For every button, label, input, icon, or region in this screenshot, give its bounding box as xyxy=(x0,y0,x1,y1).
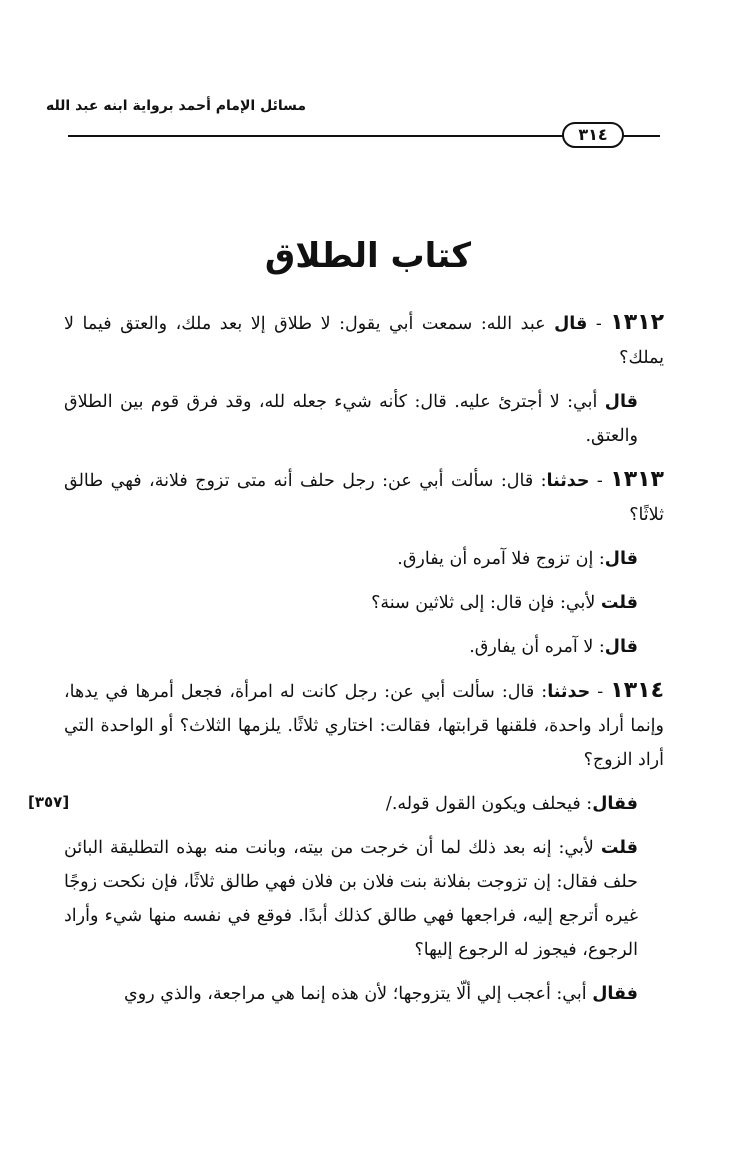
lead-word: قلت xyxy=(600,838,638,858)
lead-word: قال xyxy=(554,314,588,334)
header-rule-right xyxy=(622,135,660,137)
running-title: مسائل الإمام أحمد برواية ابنه عبد الله xyxy=(45,98,306,114)
paragraph-question xyxy=(64,831,664,967)
paragraph-answer xyxy=(64,787,664,821)
paragraph-text: لأبي: فإن قال: إلى ثلاثين سنة؟ xyxy=(371,593,601,613)
paragraph-answer xyxy=(64,542,664,576)
paragraph-text: : إن تزوج فلا آمره أن يفارق. xyxy=(397,549,605,569)
paragraph-text: أبي: لا أجترئ عليه. قال: كأنه شيء جعله لله، وقد فرق قوم بين الطلاق والعتق. xyxy=(64,392,638,446)
lead-word: قال xyxy=(604,549,638,569)
issue-number: ١٣١٤ xyxy=(610,678,664,703)
lead-word: قال xyxy=(604,637,638,657)
lead-word: فقال xyxy=(592,984,638,1004)
paragraph-text: : لا آمره أن يفارق. xyxy=(469,637,605,657)
lead-word: حدثنا xyxy=(546,471,590,491)
paragraph-text: : قال: سألت أبي عن: رجل كانت له امرأة، فجعل أمرها في يدها، وإنما أراد واحدة، فلقنها قرابتها، فقالت: اختاري ثلاثًا. يلزمها الثلاث؟ أو الواحدة التي أراد الزوج؟ xyxy=(64,682,664,770)
paragraph-text: : قال: سألت أبي عن: رجل حلف أنه متى تزوج فلانة، فهي طالق ثلاثًا؟ xyxy=(64,471,664,525)
header-rule-left xyxy=(68,135,564,137)
lead-word: حدثنا xyxy=(547,682,591,702)
paragraph-text: عبد الله: سمعت أبي يقول: لا طلاق إلا بعد ملك، والعتق فيما لا يملك؟ xyxy=(64,314,664,368)
paragraph-text: : فيحلف ويكون القول قوله./ xyxy=(385,794,593,814)
issue-separator: - xyxy=(589,471,611,491)
margin-reference: [٣٥٧] xyxy=(28,793,70,811)
lead-word: فقال xyxy=(592,794,638,814)
issue-number: ١٣١٢ xyxy=(610,310,664,335)
issue-separator: - xyxy=(590,682,611,702)
issue-number: ١٣١٣ xyxy=(610,467,664,492)
paragraph-1312 xyxy=(64,306,664,375)
paragraph-answer xyxy=(64,630,664,664)
paragraph-answer xyxy=(64,977,664,1011)
issue-separator: - xyxy=(587,314,611,334)
paragraph-1314 xyxy=(64,674,664,777)
chapter-title: كتاب الطلاق xyxy=(264,236,472,276)
paragraph-question xyxy=(64,586,664,620)
paragraph-answer xyxy=(64,385,664,453)
page-number: ٣١٤ xyxy=(562,122,624,148)
paragraph-1313 xyxy=(64,463,664,532)
lead-word: قلت xyxy=(600,593,638,613)
body-text xyxy=(64,306,664,1021)
paragraph-text: لأبي: إنه بعد ذلك لما أن خرجت من بيته، وبانت منه بهذه التطليقة البائن حلف فقال: إن تزوجت بفلانة بنت فلان بن فلان فهي طالق ثلاثًا، فإن نكحت زوجًا غيره أترجع إليه، فراجعها فهي طالق كذلك أبدًا. فوقع في نفسه منها شيء وأراد الرجوع، فيجوز له الرجوع إليها؟ xyxy=(64,838,638,960)
paragraph-text: أبي: أعجب إلي ألّا يتزوجها؛ لأن هذه إنما هي مراجعة، والذي روي xyxy=(124,984,593,1004)
lead-word: قال xyxy=(604,392,638,412)
